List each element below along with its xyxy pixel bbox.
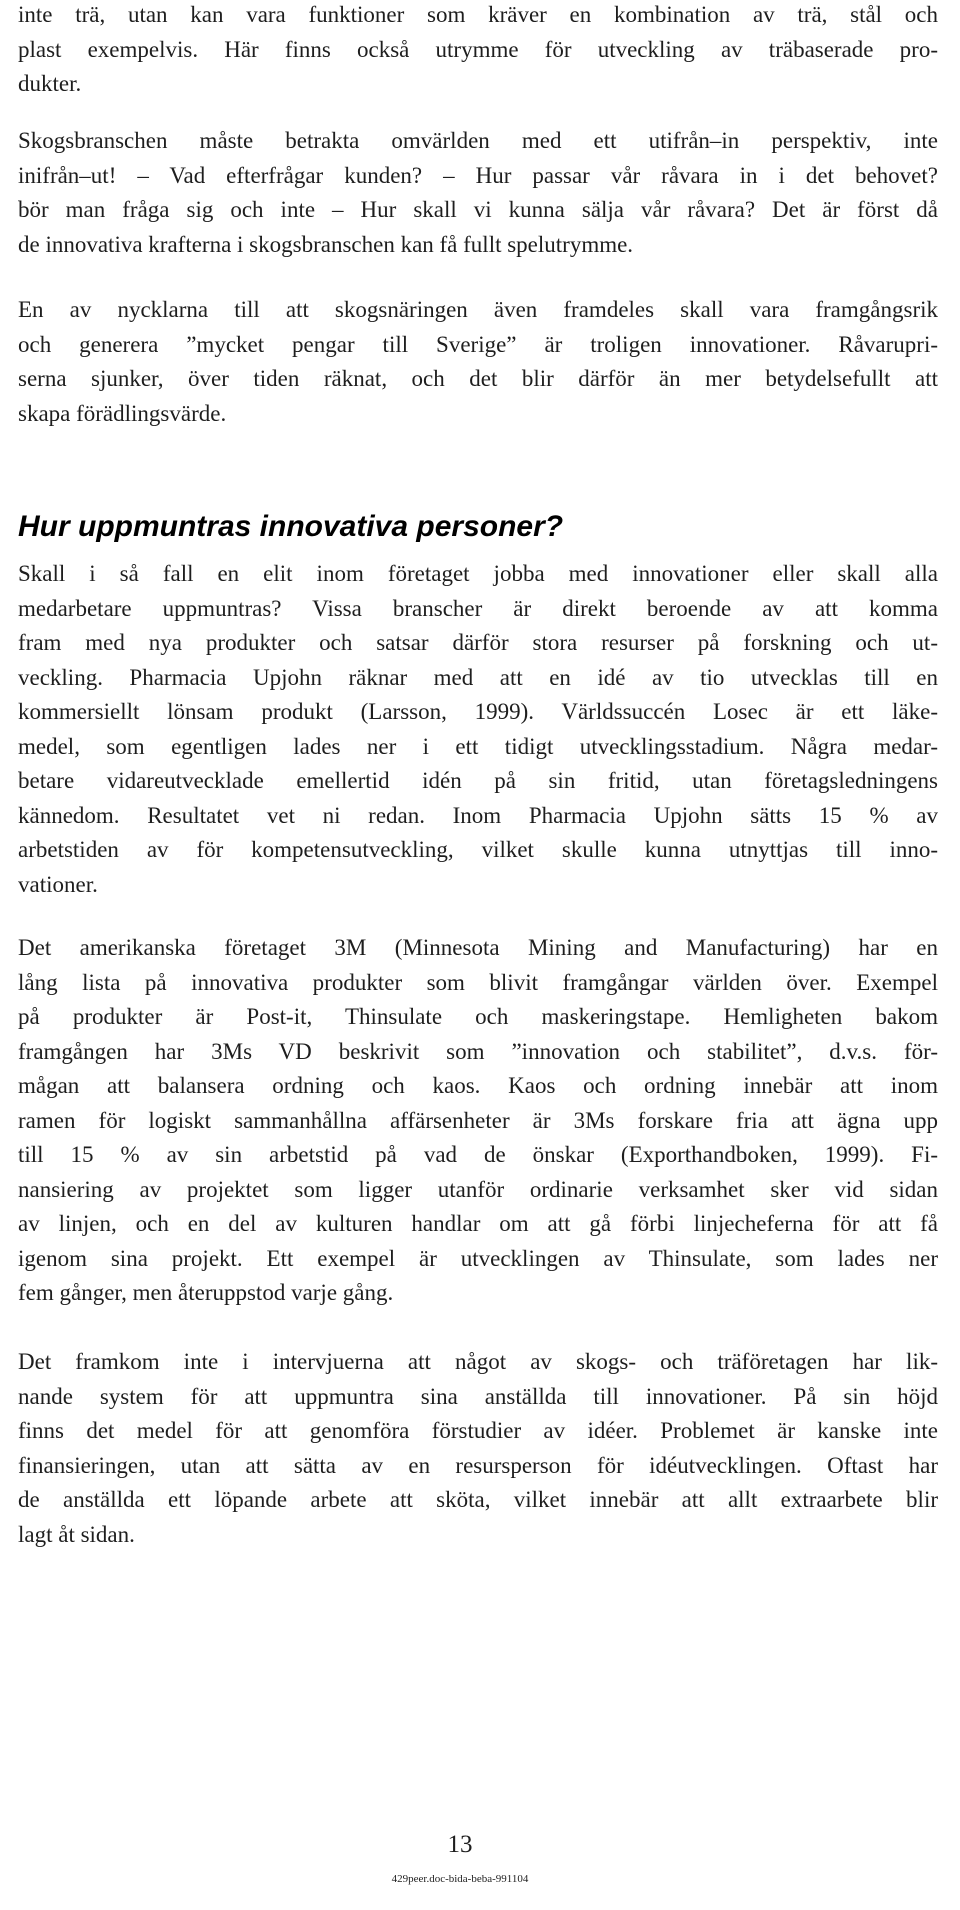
text-line: ramen för logiskt sammanhållna affärsenheter är 3Ms forskare fria att ägna upp (18, 1107, 938, 1133)
text-line: plast exempelvis. Här finns också utrymme för utveckling av träbaserade pro- (18, 36, 938, 62)
text-line: Det framkom inte i intervjuerna att något av skogs- och träföretagen har lik- (18, 1349, 938, 1374)
text-line: av linjen, och en del av kulturen handlar om att gå förbi linjecheferna för att få (18, 1211, 938, 1236)
text-line: medel, som egentligen lades ner i ett tidigt utvecklingsstadium. Några medar- (18, 733, 938, 759)
text-line: framgången har 3Ms VD beskrivit som ”innovation och stabilitet”, d.v.s. för- (18, 1038, 938, 1064)
text-line: de anställda ett löpande arbete att sköta, vilket innebär att allt extraarbete blir (18, 1487, 938, 1512)
text-line: lagt åt sidan. (18, 1521, 135, 1547)
text-line: igenom sina projekt. Ett exempel är utvecklingen av Thinsulate, som lades ner (18, 1245, 938, 1271)
document-id: 429peer.doc-bida-beba-991104 (391, 1873, 529, 1885)
section-heading: Hur uppmuntras innovativa personer? (18, 510, 564, 543)
text-line: medarbetare uppmuntras? Vissa branscher är direkt beroende av att komma (18, 595, 938, 621)
text-line: finansieringen, utan att sätta av en resursperson för idéutvecklingen. Oftast har (18, 1452, 938, 1478)
page-number: 13 (447, 1831, 473, 1858)
text-line: En av nycklarna till att skogsnäringen även framdeles skall vara framgångsrik (18, 297, 938, 322)
text-line: Det amerikanska företaget 3M (Minnesota Mining and Manufacturing) har en (18, 935, 938, 960)
paragraph-intro (18, 0, 938, 102)
text-line: betare vidareutvecklade emellertid idén på sin fritid, utan företagsledningens (18, 768, 938, 793)
text-line: nansiering av projektet som ligger utanför ordinarie verksamhet sker vid sidan (18, 1176, 938, 1202)
text-line: Skall i så fall en elit inom företaget jobba med innovationer eller skall alla (18, 561, 938, 586)
paragraph-keys (18, 293, 938, 431)
text-line: inte trä, utan kan vara funktioner som kräver en kombination av trä, stål och (18, 2, 938, 27)
text-line: på produkter är Post-it, Thinsulate och maskeringstape. Hemligheten bakom (18, 1004, 938, 1029)
text-line: lång lista på innovativa produkter som blivit framgångar världen över. Exempel (18, 969, 938, 995)
text-line: serna sjunker, över tiden räknat, och det blir därför än mer betydelsefullt att (18, 366, 938, 391)
text-line: veckling. Pharmacia Upjohn räknar med att en idé av tio utvecklas till en (18, 664, 938, 690)
text-line: bör man fråga sig och inte – Hur skall vi kunna sälja vår råvara? Det är först då (18, 197, 938, 222)
paragraph-elite (18, 557, 938, 902)
text-line: vationer. (18, 871, 98, 897)
text-line: arbetstiden av för kompetensutveckling, vilket skulle kunna utnyttjas till inno- (18, 837, 938, 862)
text-line: mågan att balansera ordning och kaos. Kaos och ordning innebär att inom (18, 1073, 938, 1098)
text-line: kommersiellt lönsam produkt (Larsson, 1999). Världssuccén Losec är ett läke- (18, 699, 938, 724)
text-line: till 15 % av sin arbetstid på vad de önskar (Exporthandboken, 1999). Fi- (18, 1142, 938, 1167)
text-line: Skogsbranschen måste betrakta omvärlden med ett utifrån–in perspektiv, inte (18, 128, 938, 153)
text-line: finns det medel för att genomföra förstudier av idéer. Problemet är kanske inte (18, 1418, 938, 1443)
text-line: inifrån–ut! – Vad efterfrågar kunden? – Hur passar vår råvara in i det behovet? (18, 162, 938, 188)
paragraph-perspective (18, 124, 938, 262)
text-line: fram med nya produkter och satsar därför stora resurser på forskning och ut- (18, 630, 938, 655)
text-line: och generera ”mycket pengar till Sverige” är troligen innovationer. Råvarupri- (18, 331, 938, 357)
paragraph-interviews (18, 1345, 938, 1552)
text-line: nande system för att uppmuntra sina anställda till innovationer. På sin höjd (18, 1383, 938, 1409)
text-line: fem gånger, men återuppstod varje gång. (18, 1280, 394, 1305)
text-line: de innovativa krafterna i skogsbranschen kan få fullt spelutrymme. (18, 231, 634, 257)
text-line: dukter. (18, 71, 82, 96)
text-line: kännedom. Resultatet vet ni redan. Inom Pharmacia Upjohn sätts 15 % av (18, 802, 938, 828)
text-line: skapa förädlingsvärde. (18, 400, 227, 426)
paragraph-3m (18, 931, 938, 1311)
